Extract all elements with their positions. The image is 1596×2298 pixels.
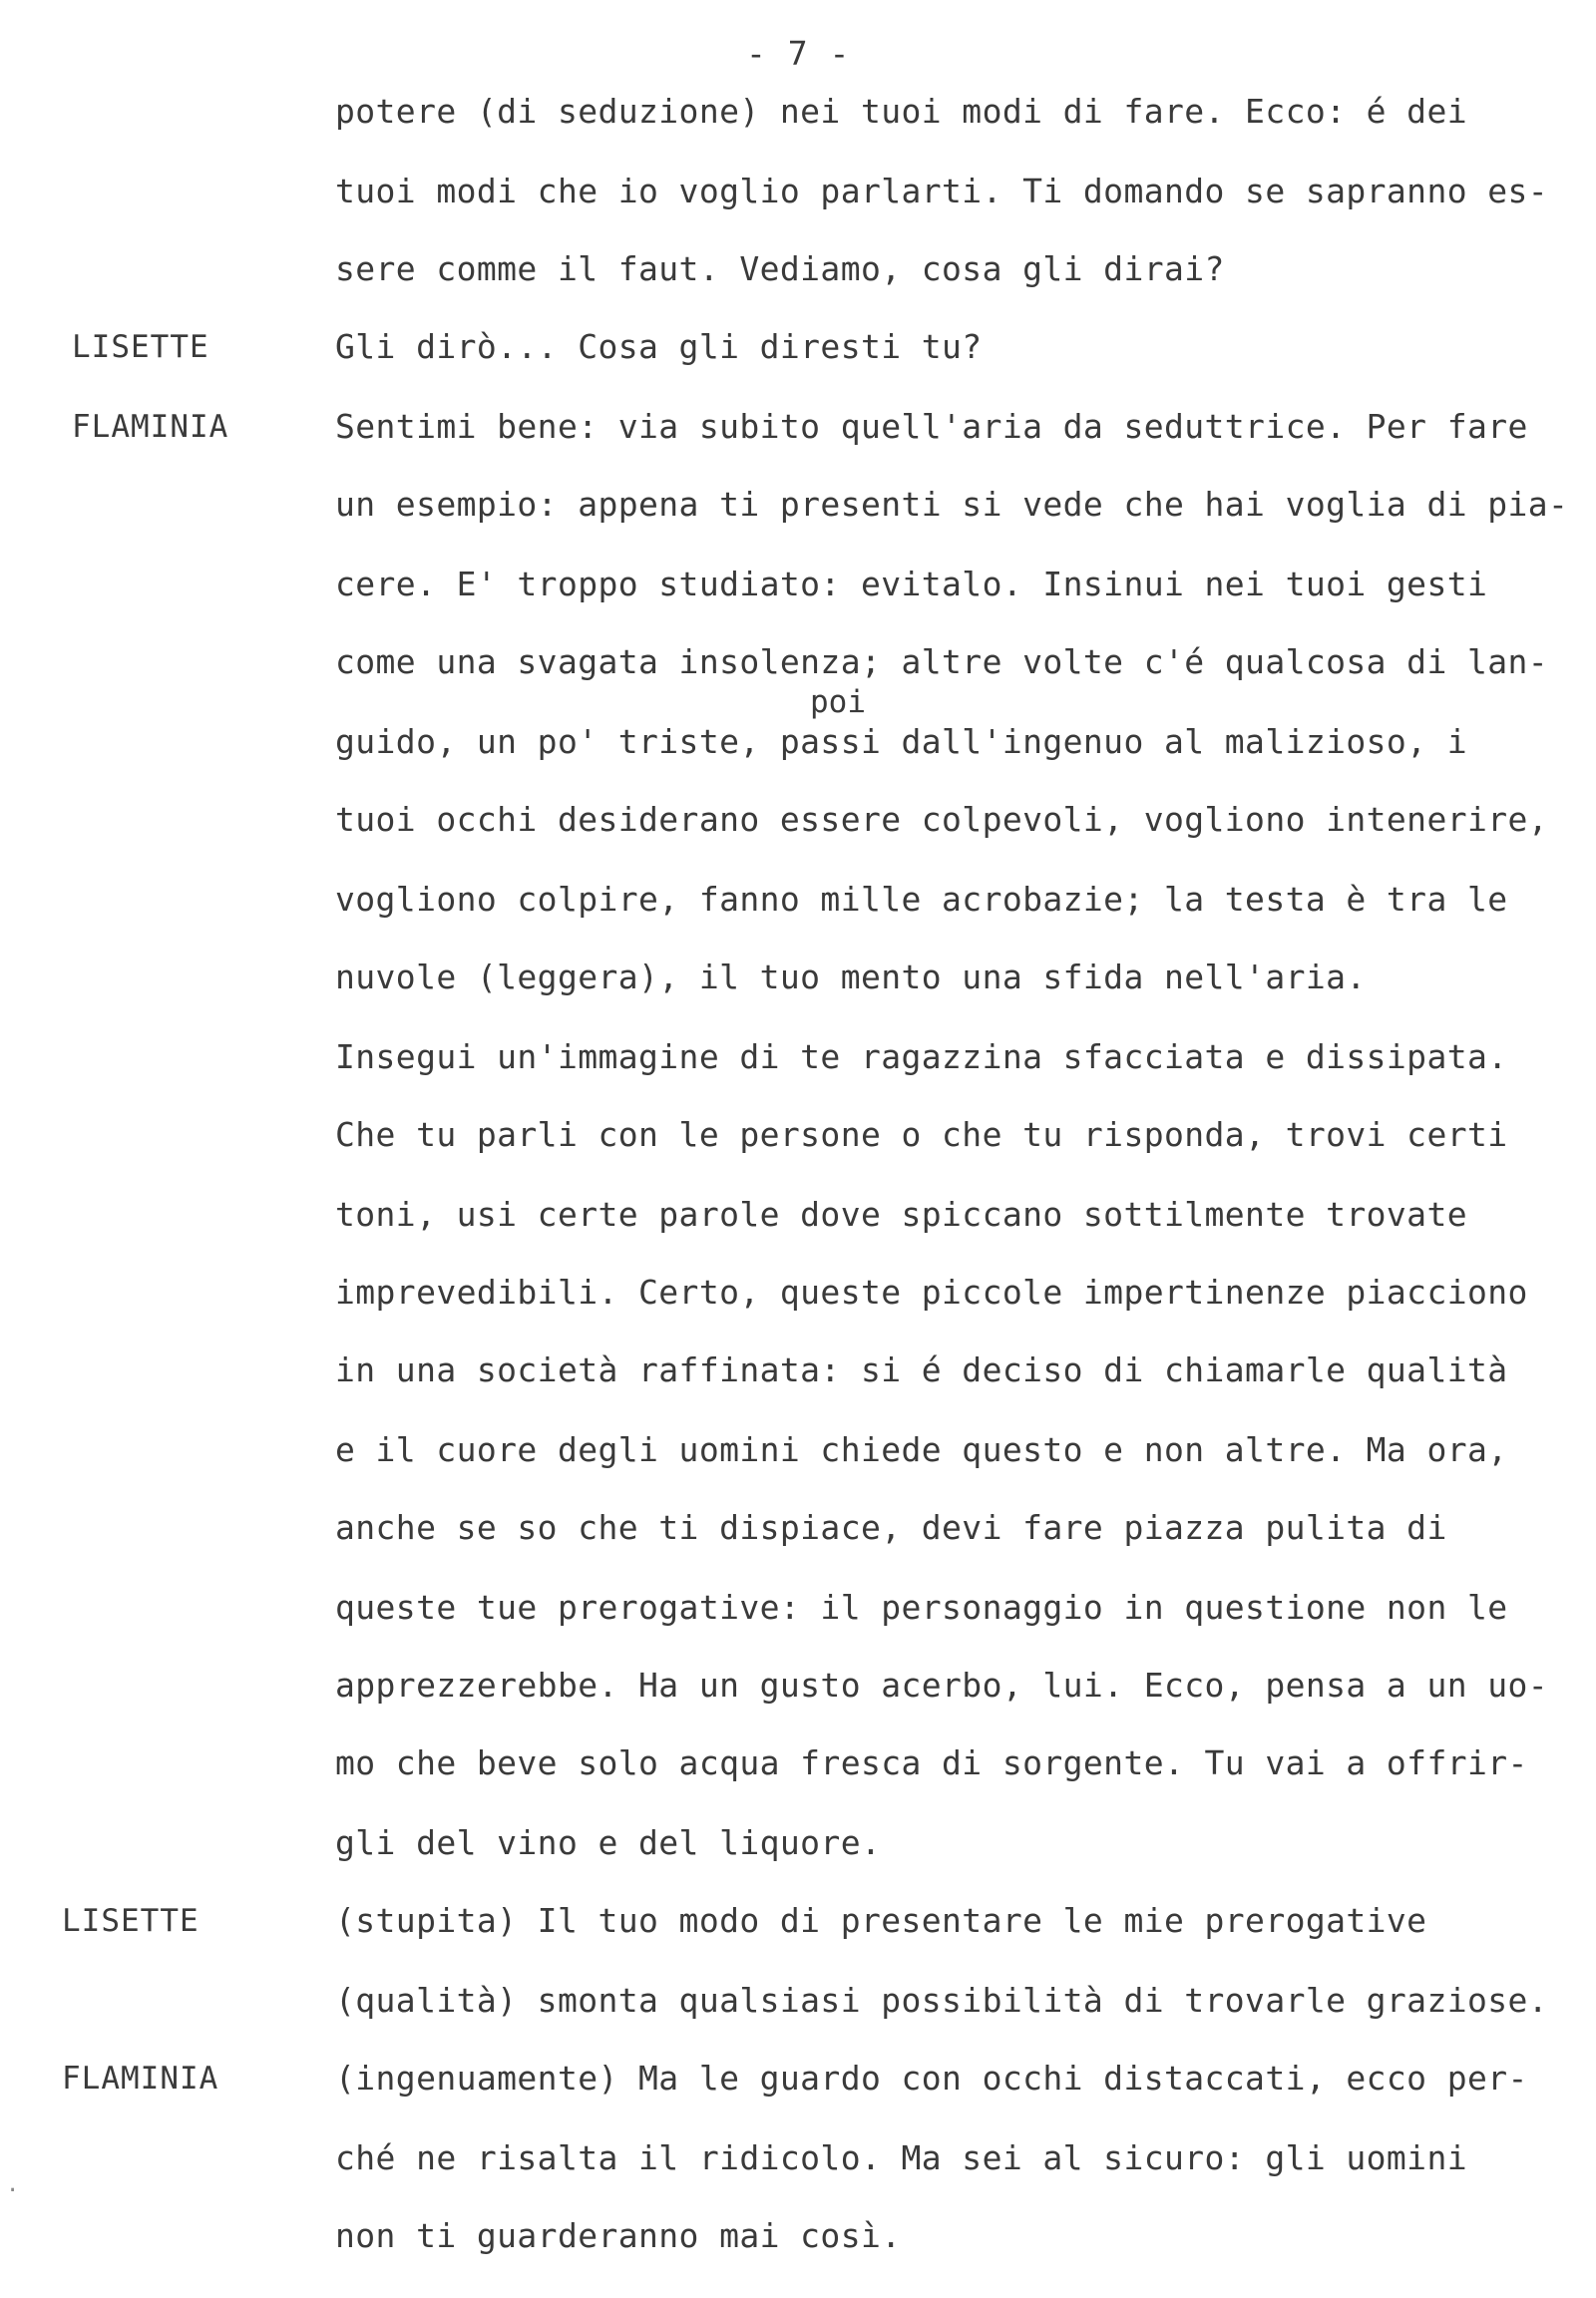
script-line: come una svagata insolenza; altre volte c'é qualcosa di lan- [335, 642, 1549, 681]
stray-ink-mark: · [6, 2178, 20, 2203]
script-line: e il cuore degli uomini chiede questo e non altre. Ma ora, [335, 1430, 1508, 1469]
speaker-lisette: LISETTE [72, 329, 209, 365]
script-line: ché ne risalta il ridicolo. Ma sei al sicuro: gli uomini [335, 2138, 1467, 2177]
script-line: Che tu parli con le persone o che tu risponda, trovi certi [335, 1115, 1508, 1154]
script-line: apprezzerebbe. Ha un gusto acerbo, lui. Ecco, pensa a un uo- [335, 1666, 1549, 1705]
script-line: in una società raffinata: si é deciso di chiamarle qualità [335, 1350, 1508, 1389]
script-line: Gli dirò... Cosa gli diresti tu? [335, 327, 983, 366]
script-line: (stupita) Il tuo modo di presentare le mie prerogative [335, 1901, 1427, 1940]
script-line: guido, un po' triste, passi dall'ingenuo al malizioso, i [335, 722, 1467, 761]
script-line: sere comme il faut. Vediamo, cosa gli dirai? [335, 249, 1225, 288]
script-line: un esempio: appena ti presenti si vede che hai voglia di pia- [335, 485, 1569, 524]
script-line: anche se so che ti dispiace, devi fare piazza pulita di [335, 1508, 1447, 1547]
script-line: vogliono colpire, fanno mille acrobazie; la testa è tra le [335, 880, 1508, 919]
script-line: nuvole (leggera), il tuo mento una sfida nell'aria. [335, 958, 1367, 996]
script-line: gli del vino e del liquore. [335, 1823, 882, 1862]
script-line: non ti guarderanno mai così. [335, 2216, 902, 2255]
script-line: (ingenuamente) Ma le guardo con occhi distaccati, ecco per- [335, 2059, 1528, 2098]
page-number: - 7 - [746, 34, 851, 73]
speaker-flaminia: FLAMINIA [62, 2061, 219, 2097]
script-line: tuoi modi che io voglio parlarti. Ti domando se sapranno es- [335, 172, 1549, 210]
script-line: toni, usi certe parole dove spiccano sottilmente trovate [335, 1195, 1467, 1234]
script-line: cere. E' troppo studiato: evitalo. Insinui nei tuoi gesti [335, 565, 1488, 603]
speaker-lisette: LISETTE [62, 1903, 200, 1939]
script-line: Sentimi bene: via subito quell'aria da seduttrice. Per fare [335, 407, 1528, 446]
script-line: mo che beve solo acqua fresca di sorgente. Tu vai a offrir- [335, 1743, 1528, 1782]
script-line: (qualità) smonta qualsiasi possibilità di trovarle graziose. [335, 1981, 1549, 2020]
script-line: Insegui un'immagine di te ragazzina sfacciata e dissipata. [335, 1037, 1508, 1076]
script-line: queste tue prerogative: il personaggio in questione non le [335, 1588, 1508, 1627]
script-line: imprevedibili. Certo, queste piccole impertinenze piacciono [335, 1273, 1528, 1312]
script-line: tuoi occhi desiderano essere colpevoli, vogliono intenerire, [335, 800, 1549, 839]
script-line: potere (di seduzione) nei tuoi modi di fare. Ecco: é dei [335, 92, 1467, 131]
handwritten-insertion: poi [810, 684, 866, 720]
speaker-flaminia: FLAMINIA [72, 409, 229, 445]
